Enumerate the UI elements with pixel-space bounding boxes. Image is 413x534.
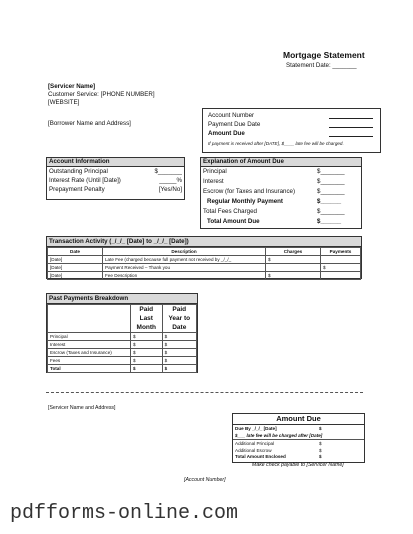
table-row: Interest $ $ <box>48 341 197 349</box>
coupon-title: Amount Due <box>233 414 364 425</box>
interest-row: Interest $_______ <box>203 178 345 185</box>
coupon-account-number: [Account Number] <box>184 477 226 483</box>
table-row: Principal $ $ <box>48 333 197 341</box>
late-fee-note: If payment is received after [DATE], $____ late fee will be charged. <box>208 141 344 146</box>
account-information-box <box>46 157 185 200</box>
page-title: Mortgage Statement <box>283 50 365 60</box>
outstanding-principal-row: Outstanding Principal $_______ <box>49 168 182 175</box>
table-row: [Date] Fee Description $ <box>48 272 361 280</box>
payment-due-date-line <box>329 127 373 128</box>
table-row: Escrow (Taxes and Insurance) $ $ <box>48 349 197 357</box>
coupon-amount-due-box <box>232 413 365 463</box>
transaction-table <box>47 247 361 280</box>
col-date: Date <box>48 248 103 256</box>
borrower-address: [Borrower Name and Address] <box>48 120 131 127</box>
explanation-rows <box>201 167 361 229</box>
prepayment-penalty-row: Prepayment Penalty [Yes/No] <box>49 186 182 193</box>
total-amount-due-row: Total Amount Due $______ <box>207 218 342 225</box>
payment-due-date-label: Payment Due Date <box>208 121 261 128</box>
table-row: [Date] Payment Received – Thank you $ <box>48 264 361 272</box>
col-payments: Payments <box>321 248 361 256</box>
statement-date: Statement Date: _______ <box>286 62 357 69</box>
coupon-payable-note: Make check payable to [Servicer Name] <box>252 462 344 468</box>
tear-off-line <box>46 392 363 393</box>
col-charges: Charges <box>266 248 321 256</box>
amount-due-label: Amount Due <box>208 130 245 137</box>
past-payments-header-row <box>48 305 197 333</box>
table-row: [Date] Late Fee (charged because full payment not received by _/_/_ $ <box>48 256 361 264</box>
past-payments-table <box>47 304 197 373</box>
regular-monthly-payment-row: Regular Monthly Payment $______ <box>207 198 342 205</box>
coupon-due-by-row: Due By _/_/_ [Date] $ <box>235 426 322 431</box>
account-number-line <box>329 118 373 119</box>
coupon-total-enclosed-row: Total Amount Enclosed $ <box>235 454 322 459</box>
past-payments-title: Past Payments Breakdown <box>47 294 197 304</box>
principal-row: Principal $_______ <box>203 168 345 175</box>
account-summary-box <box>202 108 381 153</box>
interest-rate-row: Interest Rate (Until [Date]) _____% <box>49 177 182 184</box>
coupon-add-principal-row: Additional Principal $ <box>235 441 322 446</box>
account-information-rows <box>47 167 184 196</box>
coupon-add-escrow-row: Additional Escrow $ <box>235 448 322 453</box>
transaction-header-row <box>48 248 361 256</box>
account-information-title: Account Information <box>47 158 184 167</box>
watermark-text: pdfforms-online.com <box>10 502 239 525</box>
table-row: Fees $ $ <box>48 357 197 365</box>
transaction-activity-box <box>46 236 362 279</box>
transaction-activity-title: Transaction Activity (_/_/_ [Date] to _/_/_ [Date]) <box>47 237 361 247</box>
total-fees-row: Total Fees Charged $_______ <box>203 208 345 215</box>
customer-service: Customer Service: [PHONE NUMBER] <box>48 91 155 98</box>
coupon-late-fee: $___ late fee will be charged after [Date] <box>233 433 364 440</box>
explanation-box <box>200 157 362 229</box>
coupon-servicer-address: [Servicer Name and Address] <box>48 405 116 411</box>
amount-due-line <box>329 136 373 137</box>
explanation-title: Explanation of Amount Due <box>201 158 361 167</box>
col-description: Description <box>103 248 266 256</box>
paid-year-to-date-header: Paid Year to Date <box>162 305 196 333</box>
website: [WEBSITE] <box>48 99 80 106</box>
paid-last-month-header: Paid Last Month <box>131 305 163 333</box>
table-row: Total $ $ <box>48 365 197 373</box>
past-payments-box <box>46 293 198 373</box>
account-number-label: Account Number <box>208 112 255 119</box>
servicer-name: [Servicer Name] <box>48 83 96 90</box>
escrow-row: Escrow (for Taxes and Insurance) $_______ <box>203 188 345 195</box>
